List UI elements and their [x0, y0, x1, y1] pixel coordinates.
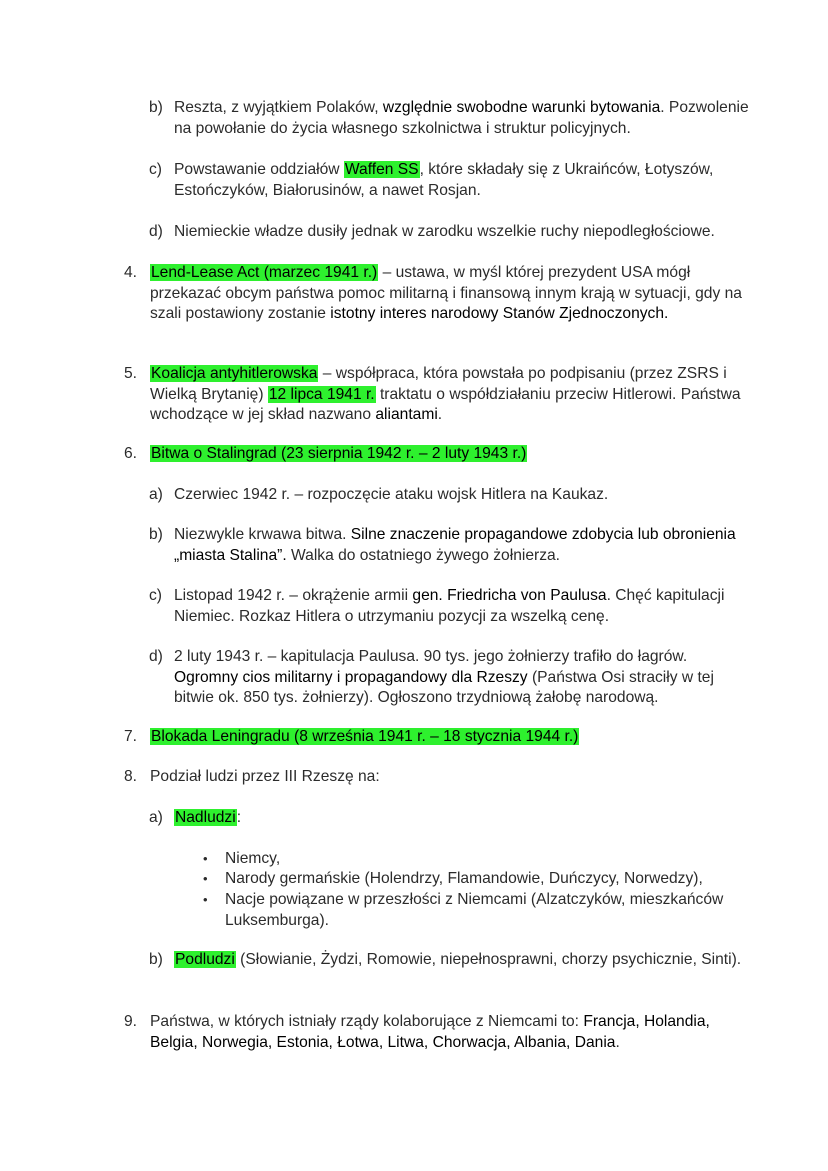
- text-run: Reszta, z wyjątkiem Polaków,: [174, 99, 383, 116]
- list-item: [149, 98, 749, 139]
- list-item-text: [150, 444, 750, 465]
- list-item-text: [174, 808, 749, 829]
- emphasized-text: gen. Friedricha von Paulusa: [412, 587, 607, 604]
- text-run: – ustawa, w myśl której prezydent USA mógł przekazać obcym państwa pomoc militarną i finansową innym krają w sytuacji, gdy na szali postawiony zostanie: [150, 264, 742, 323]
- list-item: [149, 222, 749, 243]
- emphasized-text: istotny interes narodowy Stanów Zjednoczonych.: [330, 305, 669, 323]
- list-marker: b): [149, 951, 163, 968]
- list-item: [124, 364, 750, 426]
- text-run: , które składały się z Ukraińców, Łotyszów, Estończyków, Białorusinów, a nawet Rosjan.: [174, 161, 714, 199]
- text-run: . Chęć kapitulacji Niemiec. Rozkaz Hitlera o utrzymaniu pozycji za wszelką cenę.: [174, 587, 725, 625]
- bullet-icon: •: [203, 851, 208, 866]
- emphasized-text: aliantami: [375, 406, 438, 424]
- list-item-text: [150, 263, 750, 325]
- list-item-text: [174, 98, 749, 139]
- text-run: (Państwa Osi straciły w tej bitwie ok. 850 tys. żołnierzy). Ogłoszono trzydniową żałobę narodową.: [174, 668, 714, 707]
- text-run: Czerwiec 1942 r. – rozpoczęcie ataku wojsk Hitlera na Kaukaz.: [174, 486, 609, 503]
- text-run: traktatu o współdziałaniu przeciw Hitlerowi. Państwa wchodzące w jej skład nazwano: [150, 385, 741, 424]
- list-item: [124, 767, 750, 788]
- list-item: [149, 525, 749, 566]
- list-item-text: [225, 890, 745, 931]
- list-marker: a): [149, 486, 163, 503]
- list-item: [124, 444, 750, 465]
- text-run: Powstawanie oddziałów: [174, 161, 344, 178]
- highlighted-text: Koalicja antyhitlerowska: [151, 365, 318, 382]
- text-run: Niemcy,: [225, 850, 281, 867]
- highlighted-text: Bitwa o Stalingrad (23 sierpnia 1942 r. – 2 luty 1943 r.): [151, 445, 527, 462]
- text-run: Narody germańskie (Holendrzy, Flamandowie, Duńczycy, Norwedzy),: [225, 870, 703, 887]
- highlighted-text: 12 lipca 1941 r.: [268, 385, 375, 403]
- text-run: :: [236, 809, 242, 826]
- list-item-text: [174, 485, 749, 506]
- list-marker: 9.: [124, 1013, 138, 1030]
- list-item-text: [150, 767, 750, 788]
- list-marker: a): [149, 809, 163, 826]
- highlighted-text: Waffen SS: [344, 161, 419, 178]
- emphasized-text: Silne znaczenie propagandowe zdobycia lub obronienia „miasta Stalina”.: [174, 526, 736, 564]
- highlighted-text: Lend-Lease Act (marzec 1941 r.): [151, 264, 378, 281]
- list-item: [124, 1012, 750, 1053]
- highlighted-text: Blokada Leningradu (8 września 1941 r. – 18 stycznia 1944 r.): [151, 728, 579, 745]
- list-marker: 5.: [124, 365, 138, 382]
- text-run: 2 luty 1943 r. – kapitulacja Paulusa. 90 tys. jego żołnierzy trafiło do łagrów.: [174, 648, 688, 665]
- list-item-text: [150, 1012, 750, 1053]
- list-item: [124, 263, 750, 325]
- list-item-text: [174, 160, 749, 201]
- text-run: (Słowianie, Żydzi, Romowie, niepełnosprawni, chorzy psychicznie, Sinti).: [235, 951, 742, 968]
- list-item-text: [225, 849, 745, 870]
- text-run: – współpraca, która powstała po podpisaniu (przez ZSRS i Wielką Brytanię): [150, 365, 727, 403]
- list-item-text: [225, 869, 745, 890]
- list-marker: d): [149, 648, 163, 665]
- list-marker: b): [149, 526, 163, 543]
- list-item-text: [150, 727, 750, 748]
- text-run: .: [615, 1033, 620, 1051]
- text-run: Niemieckie władze dusiły jednak w zarodku wszelkie ruchy niepodległościowe.: [174, 223, 715, 240]
- list-marker: 4.: [124, 264, 138, 281]
- text-run: Nacje powiązane w przeszłości z Niemcami (Alzatczyków, mieszkańców Luksemburga).: [225, 891, 724, 929]
- text-run: Niezwykle krwawa bitwa.: [174, 526, 351, 543]
- highlighted-text: Nadludzi: [175, 809, 236, 826]
- list-item: [149, 586, 749, 627]
- text-run: Walka do ostatniego żywego żołnierza.: [286, 546, 560, 564]
- list-marker: 8.: [124, 768, 138, 785]
- list-item-text: [174, 525, 749, 566]
- list-marker: d): [149, 223, 163, 240]
- bullet-item: [203, 890, 745, 931]
- emphasized-text: Ogromny cios militarny i propagandowy dla Rzeszy: [174, 668, 528, 686]
- list-item: [149, 950, 749, 971]
- text-run: .: [437, 406, 443, 424]
- list-item-text: [174, 647, 749, 709]
- list-marker: 6.: [124, 445, 138, 462]
- highlighted-text: Podludzi: [175, 951, 235, 968]
- text-run: Podział ludzi przez III Rzeszę na:: [150, 768, 380, 785]
- bullet-item: [203, 849, 745, 870]
- list-item-text: [150, 364, 750, 426]
- list-item-text: [174, 222, 749, 243]
- list-marker: 7.: [124, 728, 138, 745]
- list-item: [149, 808, 749, 829]
- emphasized-text: względnie swobodne warunki bytowania: [382, 99, 661, 116]
- bullet-item: [203, 869, 745, 890]
- list-marker: c): [149, 587, 162, 604]
- list-item-text: [174, 586, 749, 627]
- list-item: [149, 160, 749, 201]
- text-run: Listopad 1942 r. – okrążenie armii: [174, 587, 413, 604]
- list-item-text: [174, 950, 749, 971]
- list-marker: c): [149, 161, 162, 178]
- bullet-icon: •: [203, 892, 208, 907]
- list-item: [124, 727, 750, 748]
- list-marker: b): [149, 99, 163, 116]
- text-run: Państwa, w których istniały rządy kolaborujące z Niemcami to:: [150, 1013, 584, 1030]
- text-run: . Pozwolenie na powołanie do życia własnego szkolnictwa i struktur policyjnych.: [174, 99, 749, 137]
- list-item: [149, 485, 749, 506]
- bullet-icon: •: [203, 871, 208, 886]
- list-item: [149, 647, 749, 709]
- emphasized-text: Francja, Holandia, Belgia, Norwegia, Estonia, Łotwa, Litwa, Chorwacja, Albania, Dania: [150, 1013, 710, 1051]
